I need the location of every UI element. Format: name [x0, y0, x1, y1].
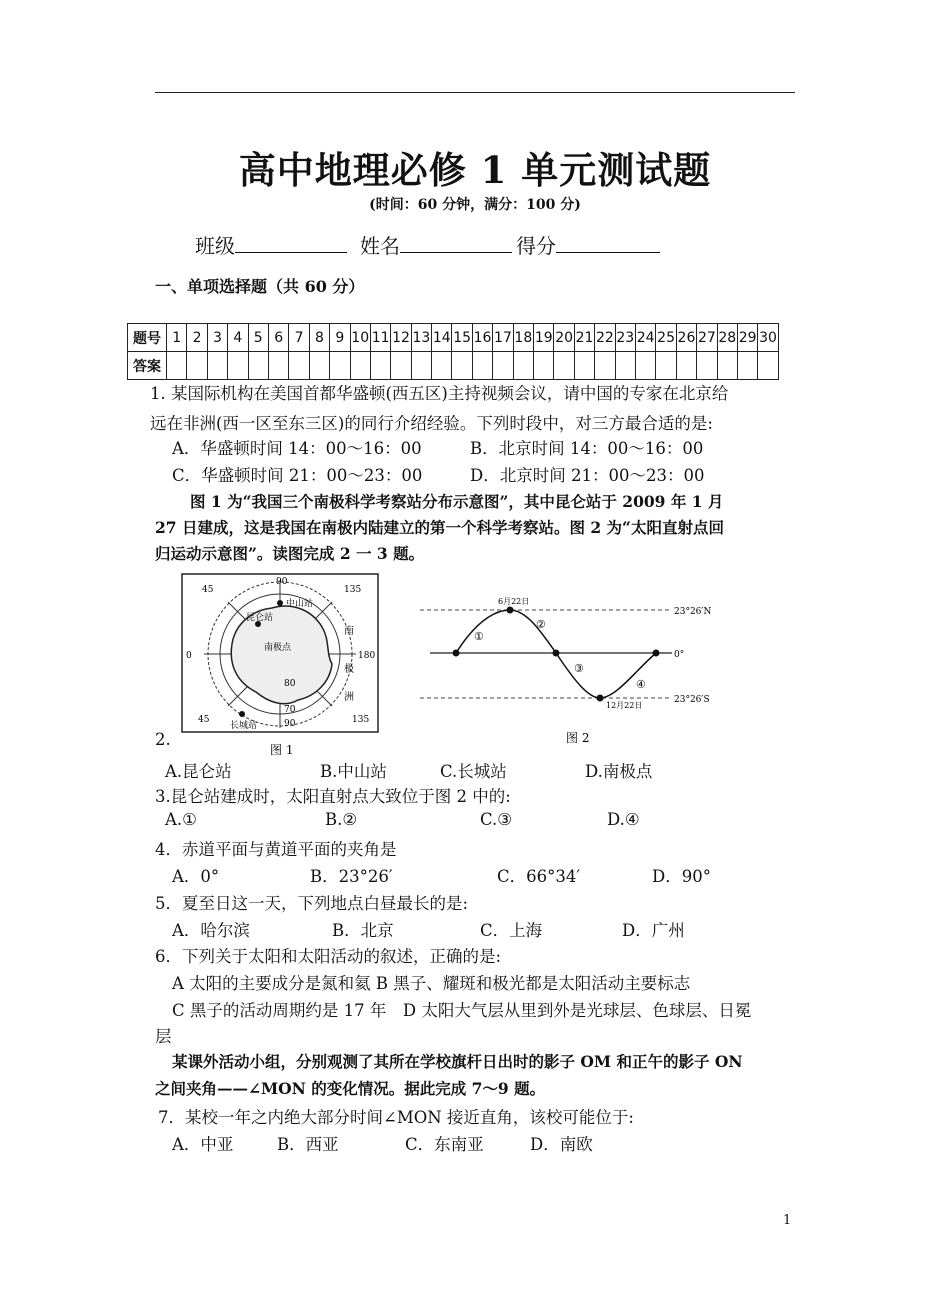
table-cell-number: 16: [472, 324, 492, 352]
table-cell-number: 28: [717, 324, 737, 352]
fig2-label-tropic-n: 23°26′N: [674, 607, 712, 617]
q1-stem-line2: 远在非洲(西一区至东三区)的同行介绍经验。下列时段中，对三方最合适的是:: [150, 414, 713, 433]
table-cell-number: 27: [697, 324, 717, 352]
section-heading: 一、单项选择题（共 60 分）: [155, 277, 365, 296]
fig1-label-continent: 极: [344, 664, 354, 675]
table-cell-number: 15: [452, 324, 472, 352]
table-cell-answer[interactable]: [534, 352, 554, 380]
name-field[interactable]: [360, 230, 512, 259]
zhongshan-station-dot: [277, 600, 283, 606]
q3-stem: 3.昆仑站建成时，太阳直射点大致位于图 2 中的:: [155, 787, 511, 806]
table-cell-answer[interactable]: [676, 352, 696, 380]
fig2-label-june: 6月22日: [498, 597, 530, 606]
fig2-marker-4: ④: [636, 678, 646, 691]
figure-1-antarctica-map: [180, 572, 380, 762]
fig1-label-zhongshan: 中山站: [286, 599, 314, 609]
q4-option-b: B．23°26′: [310, 867, 393, 886]
q5-stem: 5．夏至日这一天，下列地点白昼最长的是:: [155, 894, 469, 913]
table-header-answer: 答案: [128, 352, 167, 380]
table-cell-answer[interactable]: [574, 352, 594, 380]
table-cell-answer[interactable]: [493, 352, 513, 380]
fig2-label-tropic-s: 23°26′S: [674, 695, 710, 705]
q5-option-b: B．北京: [332, 921, 394, 940]
q3-option-b: B.②: [325, 810, 358, 829]
table-cell-number: 9: [330, 324, 350, 352]
table-cell-number: 26: [676, 324, 696, 352]
table-cell-number: 25: [656, 324, 676, 352]
table-cell-number: 24: [635, 324, 655, 352]
table-cell-answer[interactable]: [452, 352, 472, 380]
intro79-line1: 某课外活动小组，分别观测了其所在学校旗杆日出时的影子 OM 和正午的影子 ON: [172, 1052, 743, 1071]
table-cell-number: 7: [289, 324, 309, 352]
table-cell-number: 8: [309, 324, 329, 352]
q7-stem: 7．某校一年之内绝大部分时间∠MON 接近直角，该校可能位于:: [158, 1108, 634, 1127]
table-cell-answer[interactable]: [370, 352, 390, 380]
fig1-label-south-pole: 南极点: [264, 643, 292, 653]
q7-option-c: C．东南亚: [405, 1135, 484, 1154]
table-cell-answer[interactable]: [411, 352, 431, 380]
table-cell-number: 11: [370, 324, 390, 352]
table-cell-answer[interactable]: [309, 352, 329, 380]
q1-option-a: A．华盛顿时间 14：00～16：00: [172, 439, 422, 458]
table-cell-answer[interactable]: [167, 352, 187, 380]
q3-option-d: D.④: [607, 810, 640, 829]
table-cell-answer[interactable]: [758, 352, 778, 380]
table-cell-answer[interactable]: [248, 352, 268, 380]
q7-option-b: B．西亚: [277, 1135, 339, 1154]
table-row-numbers: [128, 324, 779, 352]
q6-line3: C 黑子的活动周期约是 17 年 D 太阳大气层从里到外是光球层、色球层、日冕: [172, 1001, 752, 1020]
q4-option-a: A．0°: [172, 867, 220, 886]
table-cell-answer[interactable]: [513, 352, 533, 380]
fig1-label-changcheng: 长城站: [230, 721, 258, 731]
q4-option-c: C．66°34′: [497, 867, 581, 886]
table-cell-number: 12: [391, 324, 411, 352]
table-cell-answer[interactable]: [554, 352, 574, 380]
table-cell-answer[interactable]: [432, 352, 452, 380]
intro23-line3: 归运动示意图”。读图完成 2 一 3 题。: [155, 544, 425, 563]
table-cell-number: 13: [411, 324, 431, 352]
fig1-label-lon: 90: [276, 577, 288, 587]
header-rule: [155, 92, 795, 93]
table-cell-answer[interactable]: [330, 352, 350, 380]
class-label: 班级: [195, 234, 235, 258]
table-cell-answer[interactable]: [289, 352, 309, 380]
q1-stem-line1: 1. 某国际机构在美国首都华盛顿(西五区)主持视频会议，请中国的专家在北京给: [150, 384, 729, 403]
q2-option-c: C.长城站: [440, 762, 507, 781]
figure-1-caption: 图 1: [270, 743, 294, 757]
fig2-marker-3: ③: [574, 662, 584, 675]
class-field[interactable]: [195, 230, 347, 259]
score-field[interactable]: [516, 230, 660, 259]
name-label: 姓名: [360, 234, 400, 258]
fig2-label-december: 12月22日: [606, 701, 643, 710]
table-cell-answer[interactable]: [656, 352, 676, 380]
fig1-label-lon: 45: [202, 585, 214, 595]
intro23-line1: 图 1 为“我国三个南极科学考察站分布示意图”，其中昆仑站于 2009 年 1 月: [190, 492, 724, 511]
fig1-label-lon: 135: [344, 585, 362, 595]
score-label: 得分: [516, 234, 556, 258]
figure-2-solar-migration: [410, 590, 730, 750]
table-cell-number: 10: [350, 324, 370, 352]
table-cell-number: 20: [554, 324, 574, 352]
fig1-label-continent: 南: [344, 626, 354, 637]
table-row-answers: [128, 352, 779, 380]
table-cell-answer[interactable]: [228, 352, 248, 380]
table-cell-answer[interactable]: [717, 352, 737, 380]
fig1-label-lat: 80: [284, 679, 296, 689]
table-cell-answer[interactable]: [737, 352, 757, 380]
q6-line4: 层: [155, 1027, 172, 1046]
q1-option-d: D．北京时间 21：00～23：00: [470, 466, 705, 485]
page-title: 高中地理必修 1 单元测试题: [238, 148, 712, 192]
q2-option-a: A.昆仑站: [165, 762, 232, 781]
table-cell-number: 21: [574, 324, 594, 352]
table-cell-answer[interactable]: [615, 352, 635, 380]
fig1-label-continent: 洲: [344, 692, 354, 703]
q5-option-c: C．上海: [480, 921, 543, 940]
fig1-label-lon: 0: [186, 651, 192, 661]
table-cell-answer[interactable]: [268, 352, 288, 380]
q5-option-a: A．哈尔滨: [172, 921, 250, 940]
q2-option-d: D.南极点: [585, 762, 653, 781]
exam-subtitle: (时间：60 分钟，满分：100 分): [369, 197, 581, 213]
table-cell-number: 17: [493, 324, 513, 352]
fig1-label-kunlun: 昆仑站: [246, 613, 274, 623]
q3-option-a: A.①: [165, 810, 197, 829]
fig2-label-equator: 0°: [674, 650, 685, 660]
page-number: 1: [783, 1213, 792, 1228]
table-cell-number: 29: [737, 324, 757, 352]
table-cell-answer[interactable]: [187, 352, 207, 380]
table-cell-number: 23: [615, 324, 635, 352]
q4-stem: 4．赤道平面与黄道平面的夹角是: [155, 840, 397, 859]
answer-table: [127, 323, 779, 380]
q3-option-c: C.③: [480, 810, 513, 829]
fig2-marker-1: ①: [474, 630, 484, 643]
q2-option-b: B.中山站: [320, 762, 387, 781]
fig1-label-lon: 90: [284, 719, 296, 729]
table-cell-answer[interactable]: [391, 352, 411, 380]
q7-option-a: A．中亚: [172, 1135, 234, 1154]
table-cell-number: 3: [207, 324, 227, 352]
table-cell-number: 4: [228, 324, 248, 352]
table-cell-answer[interactable]: [635, 352, 655, 380]
q1-option-b: B．北京时间 14：00～16：00: [470, 439, 704, 458]
table-cell-answer[interactable]: [350, 352, 370, 380]
table-cell-number: 18: [513, 324, 533, 352]
figure-2-caption: 图 2: [566, 731, 590, 745]
table-cell-number: 22: [595, 324, 615, 352]
fig1-label-lon: 180: [358, 651, 376, 661]
table-cell-answer[interactable]: [697, 352, 717, 380]
q6-line2: A 太阳的主要成分是氮和氦 B 黑子、耀斑和极光都是太阳活动主要标志: [172, 974, 691, 993]
table-header-number: 题号: [128, 324, 167, 352]
fig2-marker-2: ②: [536, 618, 546, 631]
q2-number: 2.: [155, 730, 171, 749]
intro23-line2: 27 日建成，这是我国在南极内陆建立的第一个科学考察站。图 2 为“太阳直射点回: [155, 518, 724, 537]
changcheng-station-dot: [239, 711, 245, 717]
table-cell-answer[interactable]: [207, 352, 227, 380]
table-cell-number: 5: [248, 324, 268, 352]
q5-option-d: D．广州: [622, 921, 685, 940]
table-cell-number: 6: [268, 324, 288, 352]
table-cell-number: 19: [534, 324, 554, 352]
table-cell-answer[interactable]: [595, 352, 615, 380]
table-cell-number: 2: [187, 324, 207, 352]
q4-option-d: D．90°: [652, 867, 711, 886]
table-cell-answer[interactable]: [472, 352, 492, 380]
table-cell-number: 14: [432, 324, 452, 352]
fig1-label-lon: 135: [352, 715, 370, 725]
intro79-line2: 之间夹角——∠MON 的变化情况。据此完成 7～9 题。: [155, 1079, 546, 1098]
fig1-label-lat: 70: [284, 705, 296, 715]
q1-option-c: C．华盛顿时间 21：00～23：00: [172, 466, 423, 485]
q6-stem: 6．下列关于太阳和太阳活动的叙述，正确的是:: [155, 947, 502, 966]
table-cell-number: 30: [758, 324, 778, 352]
fig1-label-lon: 45: [198, 715, 210, 725]
table-cell-number: 1: [167, 324, 187, 352]
q7-option-d: D．南欧: [530, 1135, 593, 1154]
